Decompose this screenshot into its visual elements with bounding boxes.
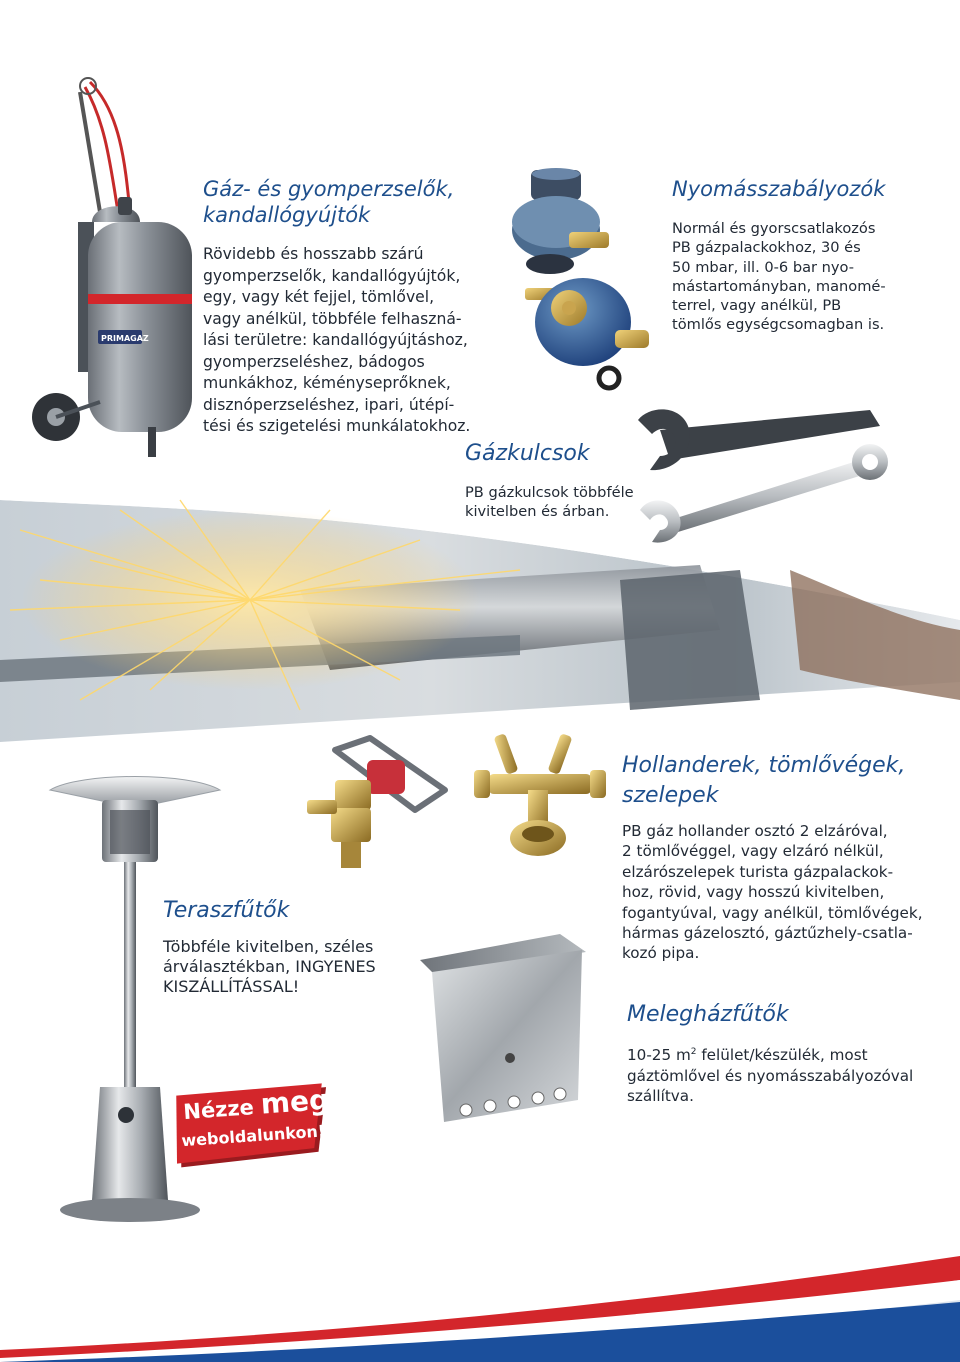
greenhouse-line-3: szállítva. — [627, 1087, 694, 1106]
valve-image — [295, 730, 465, 890]
burners-line-3: egy, vagy két fejjel, tömlővel, — [203, 288, 435, 306]
burners-line-7: munkákhoz, kéményseprőknek, — [203, 374, 451, 392]
badge-line-2: weboldalunkon! — [180, 1121, 326, 1151]
greenhouse-title: Melegházfűtők — [627, 1002, 789, 1027]
greenhouse-line-1-prefix: 10-25 m — [627, 1046, 691, 1065]
heaters-line-2: árválasztékban, INGYENES — [163, 957, 376, 976]
visit-website-badge[interactable] — [170, 1080, 345, 1172]
regulators-title: Nyomásszabályozók — [672, 177, 886, 201]
greenhouse-block — [627, 1000, 927, 1030]
wrenches-line-1: PB gázkulcsok többféle — [465, 484, 634, 501]
regulators-line-6: tömlős egységcsomagban is. — [672, 316, 885, 334]
regulators-line-2: PB gázpalackokhoz, 30 és — [672, 239, 861, 257]
regulators-line-3: 50 mbar, ill. 0-6 bar nyo- — [672, 258, 855, 276]
burners-line-4: vagy anélkül, többféle felhaszná- — [203, 309, 462, 328]
heaters-title: Teraszfűtők — [163, 898, 290, 923]
couplings-description — [622, 821, 922, 964]
pressure-regulator-image — [505, 160, 665, 400]
couplings-line-1: PB gáz hollander osztó 2 elzáróval, — [622, 822, 888, 840]
heaters-line-3: KISZÁLLÍTÁSSAL! — [163, 977, 300, 996]
couplings-line-7: kozó pipa. — [622, 944, 700, 963]
gas-cylinder-burner-image — [30, 72, 205, 470]
burners-line-9: tési és szigetelési munkálatokhoz. — [203, 417, 471, 435]
burners-description — [203, 244, 473, 438]
couplings-line-3: elzárószelepek turista gázpalackok- — [622, 862, 894, 881]
wrenches-block — [465, 440, 665, 468]
couplings-title — [622, 751, 922, 811]
badge-word-meg: meg — [259, 1082, 331, 1121]
regulators-block — [672, 176, 942, 202]
burners-title-line-1: Gáz- és gyomperzselők, — [203, 177, 455, 201]
regulators-line-4: mástartományban, manomé- — [672, 277, 886, 295]
greenhouse-area-superscript: 2 — [690, 1047, 697, 1057]
wrenches-title: Gázkulcsok — [465, 441, 590, 466]
burners-line-2: gyomperzselők, kandallógyújtók, — [203, 266, 461, 285]
greenhouse-line-1 — [627, 1042, 927, 1066]
greenhouse-line-2: gáztömlővel és nyomásszabályozóval — [627, 1066, 914, 1085]
couplings-title-line-1: Hollanderek, tömlővégek, — [622, 753, 906, 778]
burners-line-8: disznóperzseléshez, ipari, útépí- — [203, 395, 455, 414]
greenhouse-line-1-rest: felület/készülék, most — [696, 1046, 868, 1065]
couplings-title-line-2: szelepek — [622, 783, 719, 808]
couplings-line-2: 2 tömlővéggel, vagy elzáró nélkül, — [622, 842, 884, 861]
greenhouse-description — [627, 1042, 927, 1107]
gas-wrench-image — [630, 400, 900, 545]
greenhouse-heater-image — [410, 930, 600, 1130]
regulators-line-1: Normál és gyorscsatlakozós — [672, 220, 876, 237]
wrenches-line-2: kivitelben és árban. — [465, 503, 610, 521]
couplings-line-6: hármas gázelosztó, gáztűzhely-csatla- — [622, 924, 913, 943]
cylinder-brand-label: PRIMAGAZ — [101, 334, 149, 343]
burners-line-5: lási területre: kandallógyújtáshoz, — [203, 331, 468, 349]
regulators-description — [672, 219, 942, 335]
heaters-block — [163, 897, 453, 925]
gas-distributor-image — [470, 730, 610, 870]
burners-line-6: gyomperzseléshez, bádogos — [203, 352, 425, 371]
heaters-line-1: Többféle kivitelben, széles — [163, 937, 374, 956]
wrenches-description — [465, 483, 665, 522]
badge-word-nezze: Nézze — [182, 1094, 262, 1125]
regulators-line-5: terrel, vagy anélkül, PB — [672, 297, 842, 315]
couplings-line-5: fogantyúval, vagy anélkül, tömlővégek, — [622, 903, 923, 922]
burners-line-1: Rövidebb és hosszabb szárú — [203, 245, 424, 263]
burners-title — [203, 176, 473, 228]
burners-title-line-2: kandallógyújtók — [203, 203, 371, 227]
couplings-line-4: hoz, rövid, vagy hosszú kivitelben, — [622, 883, 885, 902]
bottom-wave-decoration — [0, 1240, 960, 1362]
